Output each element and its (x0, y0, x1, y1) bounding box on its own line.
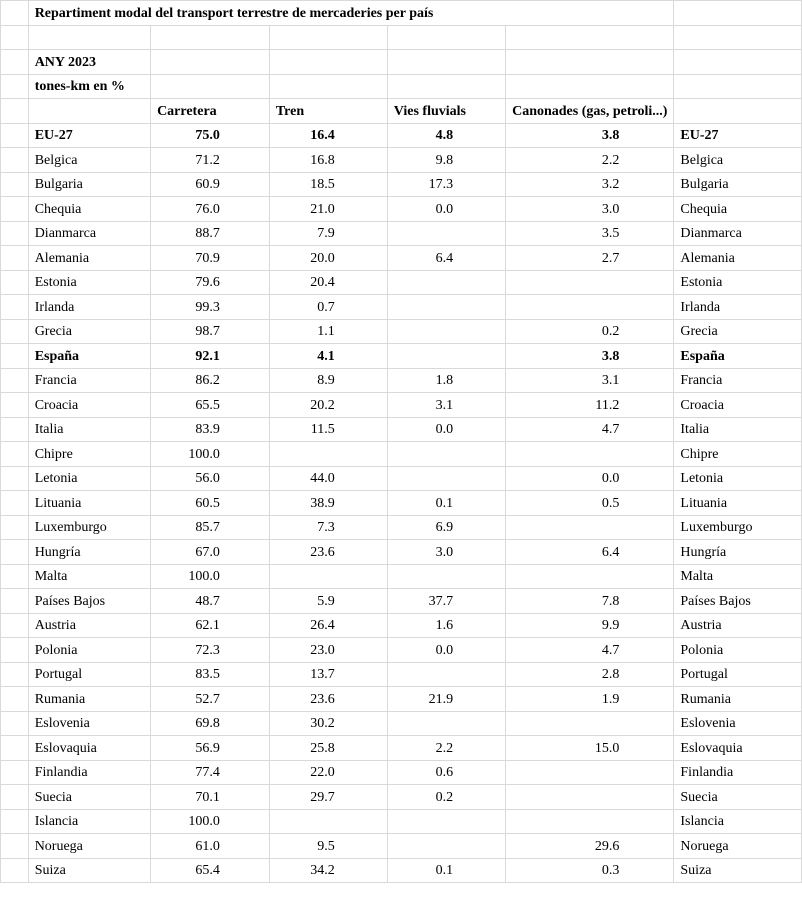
cell[interactable] (1, 1, 29, 26)
country-cell[interactable]: Países Bajos (28, 589, 150, 614)
rail-value[interactable]: 9.5 (269, 834, 387, 859)
rail-value[interactable]: 44.0 (269, 466, 387, 491)
country-cell[interactable]: Dianmarca (28, 221, 150, 246)
road-value[interactable]: 65.4 (151, 858, 270, 883)
year-label[interactable]: ANY 2023 (28, 50, 150, 75)
road-value[interactable]: 72.3 (151, 638, 270, 663)
title-row (1, 1, 802, 26)
country-cell-repeat[interactable]: EU-27 (674, 123, 802, 148)
cell[interactable] (1, 540, 29, 565)
river-value[interactable]: 0.0 (387, 197, 505, 222)
country-cell-repeat[interactable]: Belgica (674, 148, 802, 173)
road-value[interactable]: 70.1 (151, 785, 270, 810)
river-value[interactable] (387, 809, 505, 834)
road-value[interactable]: 88.7 (151, 221, 270, 246)
table-row (1, 515, 802, 540)
country-cell-repeat[interactable]: Dianmarca (674, 221, 802, 246)
rail-value[interactable]: 20.2 (269, 393, 387, 418)
road-value[interactable]: 71.2 (151, 148, 270, 173)
river-value[interactable]: 1.8 (387, 368, 505, 393)
cell[interactable] (387, 50, 505, 75)
country-cell[interactable]: Eslovenia (28, 711, 150, 736)
road-value[interactable]: 79.6 (151, 270, 270, 295)
pipeline-value[interactable]: 3.5 (506, 221, 674, 246)
rail-value[interactable]: 7.3 (269, 515, 387, 540)
pipeline-value[interactable] (506, 785, 674, 810)
header-row (1, 99, 802, 124)
rail-value[interactable]: 30.2 (269, 711, 387, 736)
column-header-road[interactable]: Carretera (151, 99, 270, 124)
road-value[interactable]: 98.7 (151, 319, 270, 344)
country-cell[interactable]: Islancia (28, 809, 150, 834)
pipeline-value[interactable]: 7.8 (506, 589, 674, 614)
table-row (1, 687, 802, 712)
country-cell-repeat[interactable]: Eslovaquia (674, 736, 802, 761)
country-cell[interactable]: Eslovaquia (28, 736, 150, 761)
cell[interactable] (269, 25, 387, 50)
rail-value[interactable] (269, 442, 387, 467)
table-row (1, 613, 802, 638)
rail-value[interactable]: 23.6 (269, 540, 387, 565)
cell[interactable] (1, 344, 29, 369)
river-value[interactable] (387, 270, 505, 295)
table-row (1, 270, 802, 295)
table-row (1, 589, 802, 614)
table-row (1, 123, 802, 148)
country-cell-repeat[interactable]: Luxemburgo (674, 515, 802, 540)
cell[interactable] (1, 466, 29, 491)
road-value[interactable]: 56.9 (151, 736, 270, 761)
country-cell-repeat[interactable]: Islancia (674, 809, 802, 834)
road-value[interactable]: 65.5 (151, 393, 270, 418)
pipeline-value[interactable] (506, 564, 674, 589)
rail-value[interactable]: 13.7 (269, 662, 387, 687)
rail-value[interactable]: 23.0 (269, 638, 387, 663)
river-value[interactable] (387, 295, 505, 320)
river-value[interactable]: 0.1 (387, 491, 505, 516)
cell[interactable] (674, 1, 802, 26)
cell[interactable] (1, 172, 29, 197)
river-value[interactable] (387, 344, 505, 369)
river-value[interactable]: 4.8 (387, 123, 505, 148)
rail-value[interactable]: 38.9 (269, 491, 387, 516)
rail-value[interactable] (269, 564, 387, 589)
country-cell-repeat[interactable]: Portugal (674, 662, 802, 687)
river-value[interactable] (387, 834, 505, 859)
table-row (1, 760, 802, 785)
pipeline-value[interactable] (506, 711, 674, 736)
pipeline-value[interactable]: 3.1 (506, 368, 674, 393)
table-row (1, 319, 802, 344)
road-value[interactable]: 83.5 (151, 662, 270, 687)
rail-value[interactable]: 29.7 (269, 785, 387, 810)
pipeline-value[interactable]: 2.8 (506, 662, 674, 687)
road-value[interactable]: 92.1 (151, 344, 270, 369)
table-row (1, 442, 802, 467)
pipeline-value[interactable]: 2.2 (506, 148, 674, 173)
cell[interactable] (28, 99, 150, 124)
rail-value[interactable]: 1.1 (269, 319, 387, 344)
pipeline-value[interactable]: 4.7 (506, 417, 674, 442)
rail-value[interactable]: 20.4 (269, 270, 387, 295)
country-cell-repeat[interactable]: Rumania (674, 687, 802, 712)
pipeline-value[interactable] (506, 295, 674, 320)
table-row (1, 197, 802, 222)
country-cell[interactable]: Bulgaria (28, 172, 150, 197)
country-cell-repeat[interactable]: Italia (674, 417, 802, 442)
river-value[interactable]: 9.8 (387, 148, 505, 173)
cell[interactable] (674, 74, 802, 99)
rail-value[interactable]: 7.9 (269, 221, 387, 246)
river-value[interactable]: 0.6 (387, 760, 505, 785)
rail-value[interactable]: 5.9 (269, 589, 387, 614)
rail-value[interactable]: 22.0 (269, 760, 387, 785)
country-cell[interactable]: Irlanda (28, 295, 150, 320)
pipeline-value[interactable]: 0.0 (506, 466, 674, 491)
country-cell-repeat[interactable]: Suecia (674, 785, 802, 810)
country-cell-repeat[interactable]: Bulgaria (674, 172, 802, 197)
rail-value[interactable]: 4.1 (269, 344, 387, 369)
country-cell[interactable]: España (28, 344, 150, 369)
pipeline-value[interactable] (506, 442, 674, 467)
unit-label[interactable]: tones-km en % (28, 74, 150, 99)
pipeline-value[interactable]: 1.9 (506, 687, 674, 712)
year-row (1, 50, 802, 75)
country-cell[interactable]: Lituania (28, 491, 150, 516)
cell[interactable] (1, 785, 29, 810)
river-value[interactable]: 37.7 (387, 589, 505, 614)
country-cell[interactable]: Finlandia (28, 760, 150, 785)
country-cell[interactable]: Chipre (28, 442, 150, 467)
cell[interactable] (1, 638, 29, 663)
table-row (1, 540, 802, 565)
cell[interactable] (1, 148, 29, 173)
country-cell[interactable]: Estonia (28, 270, 150, 295)
cell[interactable] (1, 368, 29, 393)
cell[interactable] (506, 50, 674, 75)
table-row (1, 809, 802, 834)
cell[interactable] (1, 491, 29, 516)
table-row (1, 295, 802, 320)
cell[interactable] (506, 25, 674, 50)
road-value[interactable]: 85.7 (151, 515, 270, 540)
country-cell-repeat[interactable]: Austria (674, 613, 802, 638)
country-cell-repeat[interactable]: Alemania (674, 246, 802, 271)
cell[interactable] (151, 50, 270, 75)
country-cell[interactable]: Noruega (28, 834, 150, 859)
column-header-rail[interactable]: Tren (269, 99, 387, 124)
cell[interactable] (1, 25, 29, 50)
river-value[interactable] (387, 221, 505, 246)
cell[interactable] (674, 25, 802, 50)
cell[interactable] (1, 515, 29, 540)
road-value[interactable]: 100.0 (151, 809, 270, 834)
country-cell-repeat[interactable]: Suiza (674, 858, 802, 883)
river-value[interactable] (387, 442, 505, 467)
road-value[interactable]: 61.0 (151, 834, 270, 859)
country-cell-repeat[interactable]: Países Bajos (674, 589, 802, 614)
river-value[interactable] (387, 564, 505, 589)
rail-value[interactable]: 20.0 (269, 246, 387, 271)
country-cell[interactable]: Polonia (28, 638, 150, 663)
pipeline-value[interactable] (506, 760, 674, 785)
country-cell-repeat[interactable]: Chipre (674, 442, 802, 467)
road-value[interactable]: 77.4 (151, 760, 270, 785)
rail-value[interactable]: 21.0 (269, 197, 387, 222)
cell[interactable] (1, 809, 29, 834)
country-cell[interactable]: Suiza (28, 858, 150, 883)
cell[interactable] (1, 760, 29, 785)
cell[interactable] (1, 270, 29, 295)
cell[interactable] (1, 393, 29, 418)
country-cell-repeat[interactable]: Noruega (674, 834, 802, 859)
country-cell-repeat[interactable]: Polonia (674, 638, 802, 663)
country-cell[interactable]: Alemania (28, 246, 150, 271)
country-cell[interactable]: Francia (28, 368, 150, 393)
country-cell-repeat[interactable]: Croacia (674, 393, 802, 418)
rail-value[interactable]: 8.9 (269, 368, 387, 393)
pipeline-value[interactable]: 2.7 (506, 246, 674, 271)
country-cell-repeat[interactable]: Francia (674, 368, 802, 393)
rail-value[interactable]: 34.2 (269, 858, 387, 883)
column-header-river[interactable]: Vies fluvials (387, 99, 505, 124)
cell[interactable] (674, 50, 802, 75)
table-row (1, 834, 802, 859)
cell[interactable] (387, 74, 505, 99)
sheet-title[interactable]: Repartiment modal del transport terrestre de mercaderies per país (28, 1, 674, 26)
country-cell-repeat[interactable]: España (674, 344, 802, 369)
table-row (1, 246, 802, 271)
rail-value[interactable]: 26.4 (269, 613, 387, 638)
road-value[interactable]: 52.7 (151, 687, 270, 712)
table-row (1, 662, 802, 687)
table-row (1, 172, 802, 197)
rail-value[interactable]: 0.7 (269, 295, 387, 320)
road-value[interactable]: 62.1 (151, 613, 270, 638)
river-value[interactable] (387, 319, 505, 344)
road-value[interactable]: 60.5 (151, 491, 270, 516)
cell[interactable] (1, 662, 29, 687)
country-cell-repeat[interactable]: Malta (674, 564, 802, 589)
cell[interactable] (1, 99, 29, 124)
road-value[interactable]: 60.9 (151, 172, 270, 197)
country-cell-repeat[interactable]: Chequia (674, 197, 802, 222)
rail-value[interactable]: 16.8 (269, 148, 387, 173)
country-cell[interactable]: Belgica (28, 148, 150, 173)
cell[interactable] (674, 99, 802, 124)
river-value[interactable] (387, 711, 505, 736)
pipeline-value[interactable]: 0.5 (506, 491, 674, 516)
river-value[interactable]: 0.2 (387, 785, 505, 810)
pipeline-value[interactable]: 3.8 (506, 123, 674, 148)
road-value[interactable]: 56.0 (151, 466, 270, 491)
rail-value[interactable]: 18.5 (269, 172, 387, 197)
country-cell-repeat[interactable]: Finlandia (674, 760, 802, 785)
cell[interactable] (1, 858, 29, 883)
table-row (1, 785, 802, 810)
cell[interactable] (1, 834, 29, 859)
pipeline-value[interactable]: 4.7 (506, 638, 674, 663)
rail-value[interactable]: 11.5 (269, 417, 387, 442)
road-value[interactable]: 83.9 (151, 417, 270, 442)
cell[interactable] (28, 25, 150, 50)
country-cell-repeat[interactable]: Letonia (674, 466, 802, 491)
table-row (1, 344, 802, 369)
table-row (1, 368, 802, 393)
country-cell[interactable]: Suecia (28, 785, 150, 810)
table-row (1, 858, 802, 883)
cell[interactable] (1, 123, 29, 148)
table-row (1, 491, 802, 516)
country-cell-repeat[interactable]: Hungría (674, 540, 802, 565)
country-cell[interactable]: Portugal (28, 662, 150, 687)
road-value[interactable]: 70.9 (151, 246, 270, 271)
table-row (1, 466, 802, 491)
country-cell-repeat[interactable]: Eslovenia (674, 711, 802, 736)
cell[interactable] (1, 417, 29, 442)
cell[interactable] (151, 74, 270, 99)
table-row (1, 393, 802, 418)
river-value[interactable] (387, 466, 505, 491)
pipeline-value[interactable]: 3.8 (506, 344, 674, 369)
road-value[interactable]: 48.7 (151, 589, 270, 614)
road-value[interactable]: 100.0 (151, 564, 270, 589)
country-cell-repeat[interactable]: Estonia (674, 270, 802, 295)
river-value[interactable]: 6.4 (387, 246, 505, 271)
country-cell[interactable]: Luxemburgo (28, 515, 150, 540)
country-cell[interactable]: Chequia (28, 197, 150, 222)
river-value[interactable]: 3.1 (387, 393, 505, 418)
cell[interactable] (506, 74, 674, 99)
cell[interactable] (269, 50, 387, 75)
river-value[interactable] (387, 662, 505, 687)
country-cell-repeat[interactable]: Grecia (674, 319, 802, 344)
pipeline-value[interactable]: 29.6 (506, 834, 674, 859)
table-row (1, 148, 802, 173)
country-cell[interactable]: Hungría (28, 540, 150, 565)
pipeline-value[interactable]: 3.0 (506, 197, 674, 222)
pipeline-value[interactable]: 3.2 (506, 172, 674, 197)
table-row (1, 221, 802, 246)
country-cell[interactable]: Letonia (28, 466, 150, 491)
cell[interactable] (1, 319, 29, 344)
cell[interactable] (1, 736, 29, 761)
pipeline-value[interactable]: 15.0 (506, 736, 674, 761)
cell[interactable] (1, 221, 29, 246)
cell[interactable] (387, 25, 505, 50)
cell[interactable] (1, 687, 29, 712)
river-value[interactable]: 2.2 (387, 736, 505, 761)
cell[interactable] (1, 295, 29, 320)
pipeline-value[interactable] (506, 515, 674, 540)
table-row (1, 638, 802, 663)
country-cell-repeat[interactable]: Lituania (674, 491, 802, 516)
river-value[interactable]: 0.0 (387, 638, 505, 663)
country-cell[interactable]: Rumania (28, 687, 150, 712)
cell[interactable] (151, 25, 270, 50)
river-value[interactable]: 21.9 (387, 687, 505, 712)
road-value[interactable]: 99.3 (151, 295, 270, 320)
unit-row (1, 74, 802, 99)
road-value[interactable]: 69.8 (151, 711, 270, 736)
table-row (1, 564, 802, 589)
cell[interactable] (269, 74, 387, 99)
cell[interactable] (1, 711, 29, 736)
cell[interactable] (1, 442, 29, 467)
road-value[interactable]: 67.0 (151, 540, 270, 565)
river-value[interactable]: 0.1 (387, 858, 505, 883)
rail-value[interactable]: 25.8 (269, 736, 387, 761)
road-value[interactable]: 76.0 (151, 197, 270, 222)
pipeline-value[interactable]: 0.3 (506, 858, 674, 883)
road-value[interactable]: 100.0 (151, 442, 270, 467)
river-value[interactable]: 17.3 (387, 172, 505, 197)
road-value[interactable]: 75.0 (151, 123, 270, 148)
pipeline-value[interactable]: 6.4 (506, 540, 674, 565)
table-row (1, 711, 802, 736)
country-cell[interactable]: Malta (28, 564, 150, 589)
river-value[interactable]: 3.0 (387, 540, 505, 565)
rail-value[interactable]: 23.6 (269, 687, 387, 712)
rail-value[interactable] (269, 809, 387, 834)
table-row (1, 736, 802, 761)
column-header-pipeline[interactable]: Canonades (gas, petroli...) (506, 99, 674, 124)
river-value[interactable]: 6.9 (387, 515, 505, 540)
cell[interactable] (1, 197, 29, 222)
table-row (1, 417, 802, 442)
pipeline-value[interactable]: 0.2 (506, 319, 674, 344)
river-value[interactable]: 1.6 (387, 613, 505, 638)
cell[interactable] (1, 50, 29, 75)
road-value[interactable]: 86.2 (151, 368, 270, 393)
country-cell[interactable]: Italia (28, 417, 150, 442)
pipeline-value[interactable] (506, 809, 674, 834)
country-cell[interactable]: EU-27 (28, 123, 150, 148)
country-cell-repeat[interactable]: Irlanda (674, 295, 802, 320)
country-cell[interactable]: Croacia (28, 393, 150, 418)
cell[interactable] (1, 246, 29, 271)
empty-row (1, 25, 802, 50)
cell[interactable] (1, 613, 29, 638)
pipeline-value[interactable]: 9.9 (506, 613, 674, 638)
cell[interactable] (1, 564, 29, 589)
country-cell[interactable]: Austria (28, 613, 150, 638)
pipeline-value[interactable] (506, 270, 674, 295)
cell[interactable] (1, 589, 29, 614)
cell[interactable] (1, 74, 29, 99)
rail-value[interactable]: 16.4 (269, 123, 387, 148)
country-cell[interactable]: Grecia (28, 319, 150, 344)
river-value[interactable]: 0.0 (387, 417, 505, 442)
pipeline-value[interactable]: 11.2 (506, 393, 674, 418)
